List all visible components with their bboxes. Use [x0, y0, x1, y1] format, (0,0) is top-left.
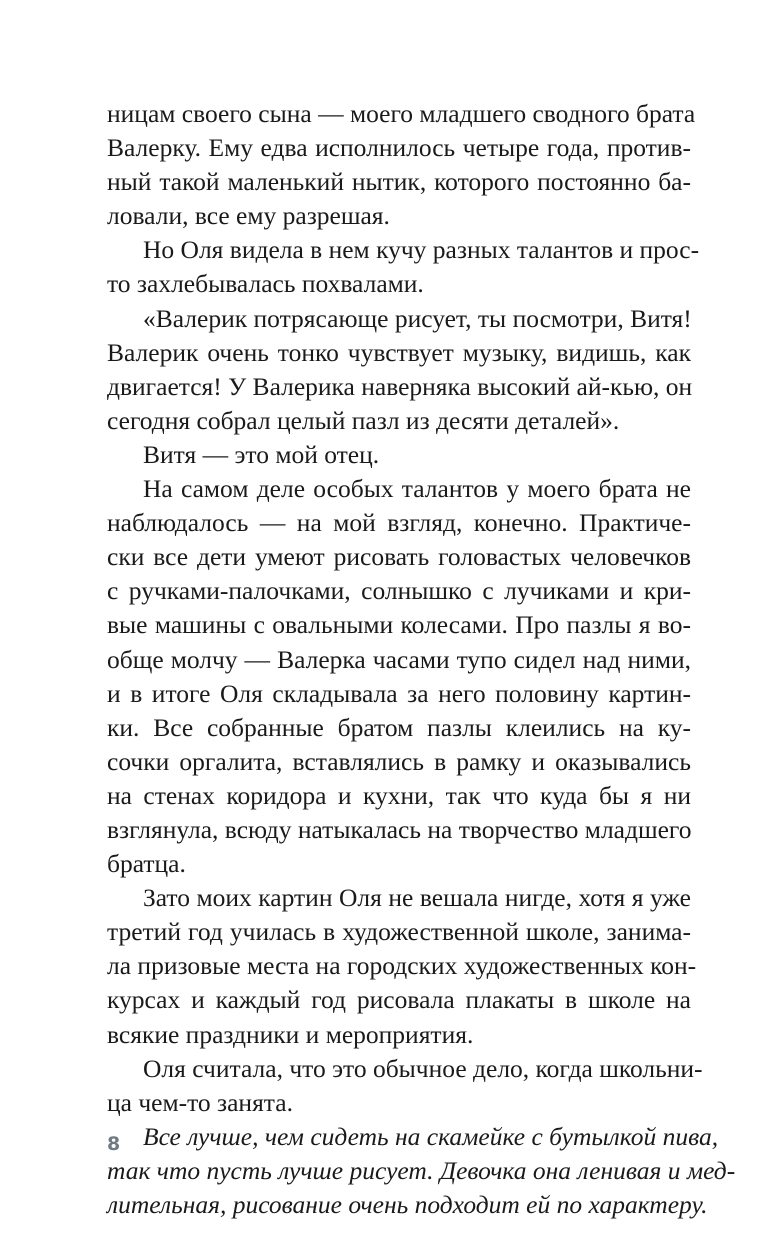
text-line: братца. [107, 849, 186, 879]
text-line: ницам своего сына — моего младшего сводного брата [107, 99, 696, 128]
text-line: лительная, рисование очень подходит ей по характеру. [107, 1190, 708, 1219]
text-line: Все лучше, чем сидеть на скамейке с бутылкой пива, [143, 1121, 719, 1151]
paragraph [107, 233, 700, 301]
text-line: Зато моих картин Оля не вешала нигде, хотя я уже [143, 883, 691, 913]
text-line: Валерик очень тонко чувствует музыку, видишь, как [107, 337, 691, 367]
text-line: вые машины с овальными колесами. Про пазлы я во- [107, 610, 691, 640]
text-line: третий год училась в художественной школе, занима- [107, 917, 691, 947]
text-line: и в итоге Оля складывала за него половину картин- [107, 678, 691, 708]
page-number: 8 [107, 1133, 121, 1155]
text-line: ловали, все ему разрешая. [107, 201, 390, 231]
paragraph [107, 1120, 736, 1222]
paragraph [107, 881, 697, 1051]
text-line: так что пусть лучше рисует. Девочка она ленивая и мед- [107, 1155, 736, 1185]
paragraph [107, 472, 691, 881]
text-line: взглянула, всюду натыкалась на творчество младшего [107, 814, 692, 844]
text-line: двигается! У Валерика наверняка высокий ай-кью, он [107, 371, 693, 401]
paragraph [107, 302, 691, 438]
text-line: сегодня собрал целый пазл из десяти деталей». [107, 405, 620, 435]
text-line: обще молчу — Валерка часами тупо сидел над ними, [107, 644, 691, 674]
text-line: сочки оргалита, вставлялись в рамку и оказывались [107, 746, 691, 776]
text-line: ла призовые места на городских художественных кон- [107, 951, 697, 981]
text-line: наблюдалось — на мой взгляд, конечно. Практиче- [107, 508, 691, 538]
text-line: ца чем-то занята. [107, 1087, 293, 1117]
text-line: курсах и каждый год рисовала плакаты в школе на [107, 985, 691, 1015]
text-line: с ручками-палочками, солнышко с лучиками и кри- [107, 576, 691, 606]
text-line: Витя — это мой отец. [143, 439, 380, 469]
text-line: всякие праздники и мероприятия. [107, 1019, 474, 1049]
text-line: то захлебывалась похвалами. [107, 269, 424, 299]
text-line: На самом деле особых талантов у моего брата не [143, 474, 691, 504]
text-line: Но Оля видела в нем кучу разных талантов и прос- [143, 235, 700, 265]
text-line: «Валерик потрясающе рисует, ты посмотри, Витя! [143, 303, 692, 333]
paragraph [107, 97, 696, 233]
text-line: ный такой маленький нытик, которого постоянно ба- [107, 167, 691, 197]
paragraph [107, 1052, 703, 1120]
text-line: Оля считала, что это обычное дело, когда школьни- [143, 1053, 703, 1083]
text-line: ски все дети умеют рисовать головастых человечков [107, 542, 691, 572]
body-text [107, 97, 736, 1222]
text-line: Валерку. Ему едва исполнилось четыре года, против- [107, 133, 691, 163]
paragraph [107, 438, 691, 472]
text-line: ки. Все собранные братом пазлы клеились на ку- [107, 712, 691, 742]
text-line: на стенах коридора и кухни, так что куда бы я ни [107, 780, 691, 810]
